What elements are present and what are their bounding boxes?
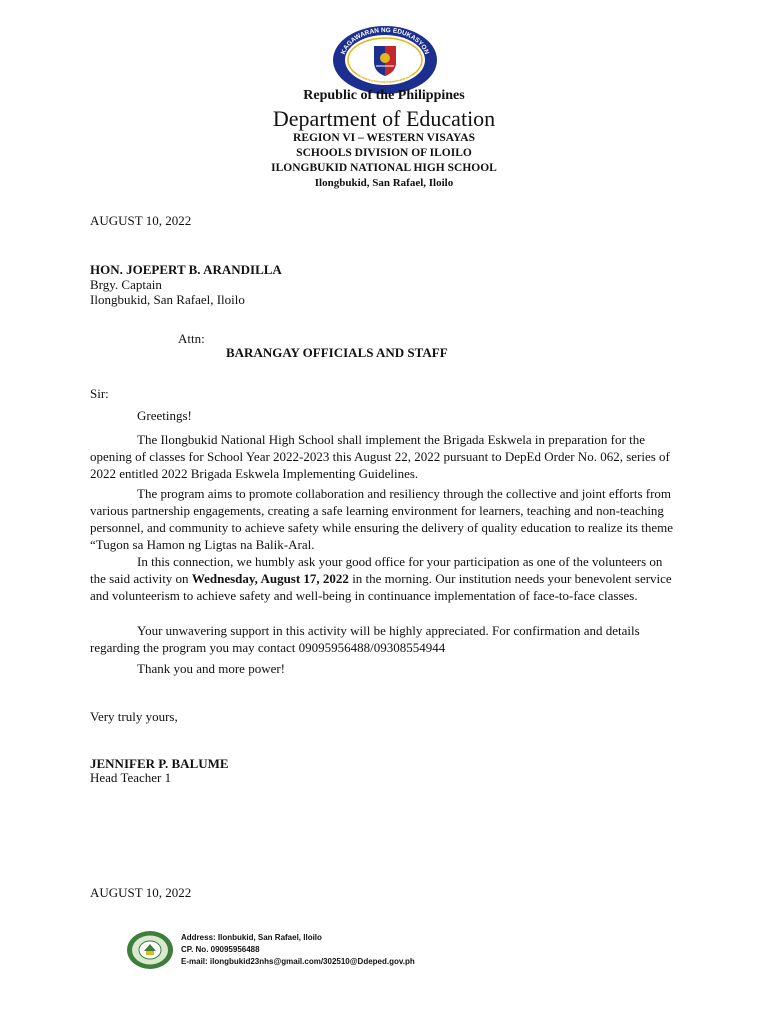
activity-date: Wednesday, August 17, 2022 xyxy=(191,571,349,586)
paragraph-1: The Ilongbukid National High School shall implement the Brigada Eskwela in preparation for the opening of classes for School Year 2022-2023 this August 22, 2022 pursuant to DepEd Order No. 062, series of 2022 entitled 2022 Brigada Eskwela Implementing Guidelines. xyxy=(90,432,670,481)
letter-date: AUGUST 10, 2022 xyxy=(90,213,192,228)
signatory-name: JENNIFER P. BALUME xyxy=(90,756,229,771)
recipient-title: Brgy. Captain xyxy=(90,277,162,292)
seal-top-text: KAGAWARAN NG EDUKASYON xyxy=(339,26,431,56)
signatory-title: Head Teacher 1 xyxy=(90,770,172,785)
seal-bottom-text: REPUBLIKA NG PILIPINAS xyxy=(357,72,413,84)
school-line: ILONGBUKID NATIONAL HIGH SCHOOL xyxy=(271,162,497,174)
region-line: REGION VI – WESTERN VISAYAS xyxy=(293,132,475,144)
attn-value: BARANGAY OFFICIALS AND STAFF xyxy=(226,345,448,360)
letter-date-bottom: AUGUST 10, 2022 xyxy=(90,885,192,900)
department-title: Department of Education xyxy=(272,106,496,131)
recipient-address: Ilongbukid, San Rafael, Iloilo xyxy=(90,292,245,307)
footer-email: E-mail: ilongbukid23nhs@gmail.com/302510@Ddeped.gov.ph xyxy=(181,957,415,966)
footer-address: Address: Ilonbukid, San Rafael, Iloilo xyxy=(181,933,322,942)
paragraph-3 xyxy=(90,553,680,604)
closing-line: Very truly yours, xyxy=(90,709,178,724)
republic-line: Republic of the Philippines xyxy=(303,88,465,103)
attn-label: Attn: xyxy=(178,331,205,346)
recipient-name: HON. JOEPERT B. ARANDILLA xyxy=(90,262,282,277)
footer-phone: CP. No. 09095956488 xyxy=(181,945,260,954)
paragraph-2: The program aims to promote collaboration and resiliency through the collective and joint efforts from various partnership engagements, creating a safe learning environment for learners, teaching and non-teaching personnel, and community to achieve safety while ensuring the delivery of quality education to realize its theme “Tugon sa Hamon ng Ligtas na Balik-Aral. xyxy=(90,486,674,552)
salutation: Sir: xyxy=(90,386,109,401)
paragraph-3-tail: in the morning. Our institution needs your benevolent service and volunteerism to achieve safety and well-being in continuance implementation of face-to-face classes. xyxy=(90,571,672,603)
deped-seal-logo xyxy=(330,24,440,96)
school-seal-logo xyxy=(126,930,174,970)
thanks-line: Thank you and more power! xyxy=(137,661,286,676)
greeting: Greetings! xyxy=(137,408,192,423)
paragraph-3-lead: In this connection, we humbly ask your good office for your participation as one of the volunteers on the said activity on xyxy=(90,554,663,586)
division-line: SCHOOLS DIVISION OF ILOILO xyxy=(296,147,472,159)
paragraph-4: Your unwavering support in this activity will be highly appreciated. For confirmation and details regarding the program you may contact 09095956488/09308554944 xyxy=(90,623,640,655)
location-line: Ilongbukid, San Rafael, Iloilo xyxy=(314,177,454,189)
